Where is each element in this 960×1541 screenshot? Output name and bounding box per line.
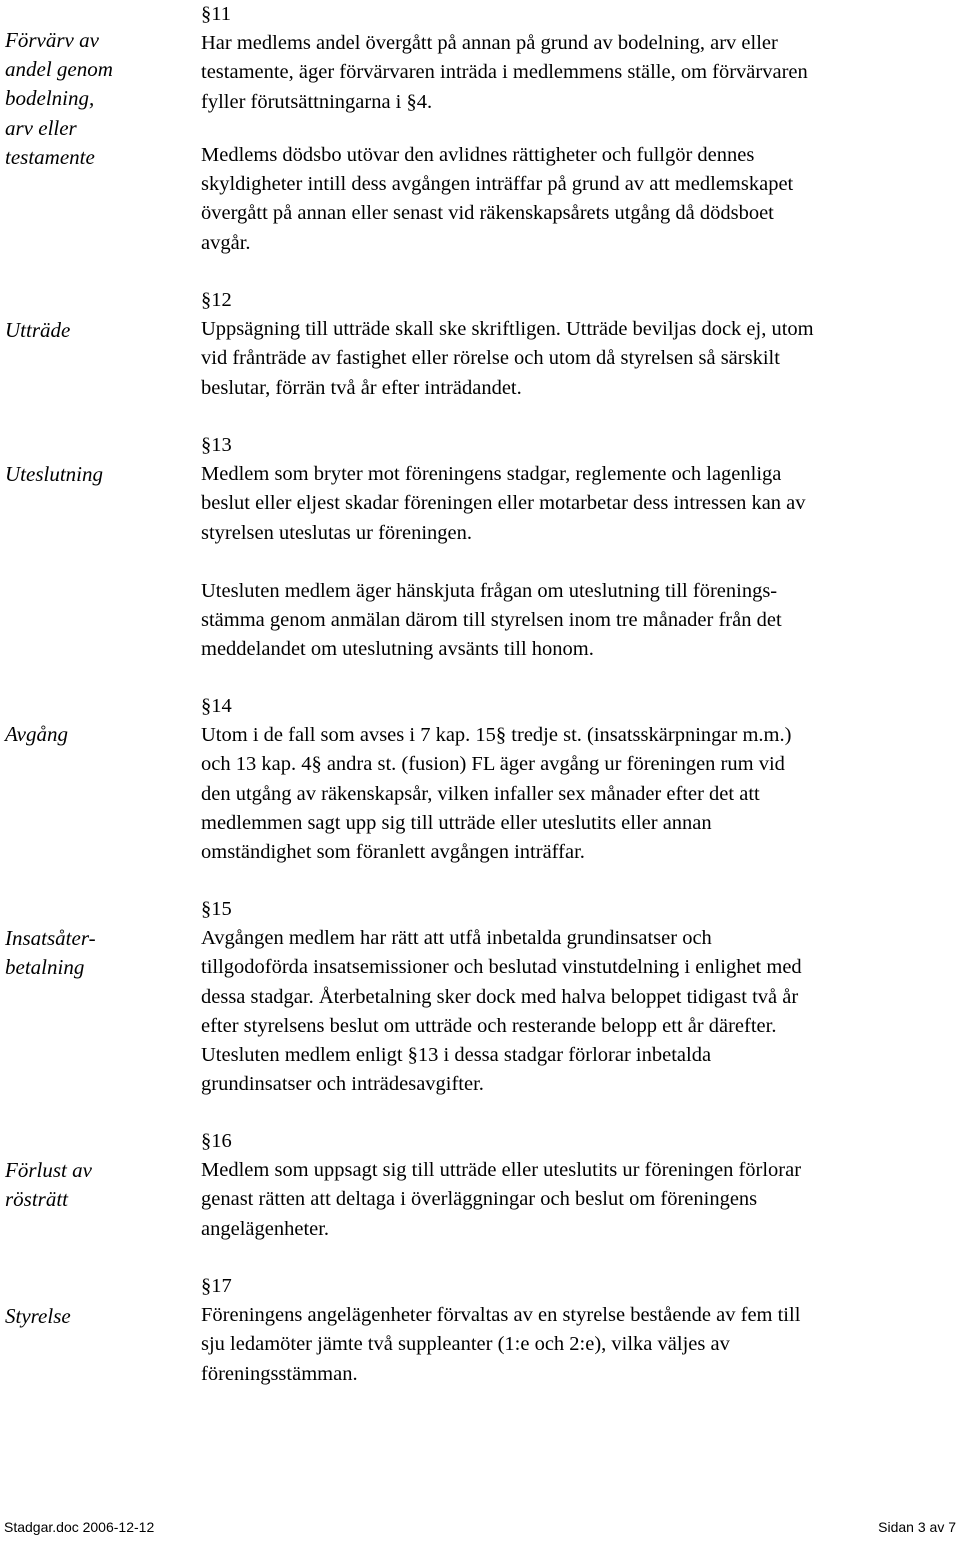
section-heading: §13 — [201, 434, 232, 456]
paragraph-line: Medlem som uppsagt sig till utträde eller uteslutits ur föreningen förlorar — [201, 1159, 802, 1182]
margin-note-line: Insatsåter- — [5, 926, 96, 950]
margin-note-uttrade — [5, 316, 155, 345]
section-11-paragraph-2 — [201, 141, 956, 258]
section-11 — [201, 0, 956, 117]
paragraph-line: skyldigheter intill dess avgången inträffar på grund av att medlemskapet — [201, 173, 794, 196]
paragraph-line: styrelsen uteslutas ur föreningen. — [201, 521, 472, 544]
section-heading: §17 — [201, 1275, 232, 1297]
paragraph-line: meddelandet om uteslutning avsänts till honom. — [201, 638, 594, 661]
section-heading: §15 — [201, 898, 232, 920]
section-heading: §11 — [201, 3, 231, 25]
paragraph-line: Utesluten medlem äger hänskjuta frågan om uteslutning till förenings- — [201, 580, 778, 602]
section-14 — [201, 692, 956, 867]
paragraph-line: omständighet som föranlett avgången inträffar. — [201, 841, 585, 864]
margin-note-line: andel genom — [5, 57, 113, 82]
margin-note-line: Förlust av — [5, 1158, 92, 1182]
paragraph-line: fyller förutsättningarna i §4. — [201, 90, 433, 113]
paragraph-line: övergått på annan eller senast vid räkenskapsårets utgång då dödsboet — [201, 202, 774, 225]
margin-note-forvarv — [5, 26, 155, 172]
paragraph-line: och 13 kap. 4§ andra st. (fusion) FL äger avgång ur föreningen rum vid — [201, 753, 785, 776]
paragraph-line: efter styrelsens beslut om utträde och resterande belopp ett år därefter. — [201, 1014, 777, 1037]
margin-note-line: arv eller — [5, 115, 77, 140]
margin-note-line: rösträtt — [5, 1187, 69, 1212]
paragraph-line: angelägenheter. — [201, 1217, 330, 1240]
paragraph-line: beslut eller eljest skadar föreningen eller motarbetar dess intressen kan av — [201, 492, 806, 515]
margin-note-line: Uteslutning — [5, 462, 103, 486]
paragraph-line: genast rätten att deltaga i överläggningar och beslut om föreningens — [201, 1188, 758, 1211]
paragraph-line: Medlem som bryter mot föreningens stadgar, reglemente och lagenliga — [201, 463, 782, 486]
margin-note-line: Avgång — [5, 722, 68, 746]
paragraph-line: tillgodoförda insatsemissioner och beslutad vinstutdelning i enlighet med — [201, 956, 802, 979]
footer-page-number: Sidan 3 av 7 — [878, 1519, 956, 1535]
margin-note-line: betalning — [5, 955, 85, 980]
section-17 — [201, 1272, 956, 1389]
paragraph-line: Har medlems andel övergått på annan på grund av bodelning, arv eller — [201, 32, 778, 55]
section-13-paragraph-2 — [201, 577, 956, 665]
paragraph-line: föreningsstämman. — [201, 1362, 358, 1385]
paragraph-line: medlemmen sagt upp sig till utträde eller uteslutits eller annan — [201, 811, 712, 834]
margin-note-forlust — [5, 1156, 155, 1214]
margin-note-insats — [5, 924, 155, 982]
paragraph-line: grundinsatser och inträdesavgifter. — [201, 1073, 484, 1096]
paragraph-line: stämma genom anmälan därom till styrelsen inom tre månader från det — [201, 609, 782, 632]
margin-note-line: Förvärv av — [5, 28, 99, 52]
section-heading: §12 — [201, 289, 232, 311]
paragraph-line: vid frånträde av fastighet eller rörelse och utom då styrelsen så särskilt — [201, 347, 780, 370]
margin-note-line: bodelning, — [5, 86, 95, 111]
paragraph-line: Utesluten medlem enligt §13 i dessa stadgar förlorar inbetalda — [201, 1044, 712, 1067]
margin-note-styrelse — [5, 1302, 155, 1331]
section-12 — [201, 286, 956, 403]
section-15 — [201, 895, 956, 1099]
margin-note-line: testamente — [5, 144, 95, 169]
margin-note-line: Styrelse — [5, 1304, 71, 1328]
paragraph-line: Medlems dödsbo utövar den avlidnes rättigheter och fullgör dennes — [201, 144, 755, 166]
paragraph-line: testamente, äger förvärvaren inträda i medlemmens ställe, om förvärvaren — [201, 61, 808, 84]
paragraph-line: Avgången medlem har rätt att utfå inbetalda grundinsatser och — [201, 927, 712, 950]
paragraph-line: Uppsägning till utträde skall ske skriftligen. Utträde beviljas dock ej, utom — [201, 318, 814, 341]
paragraph-line: beslutar, förrän två år efter inträdandet. — [201, 376, 522, 399]
paragraph-line: avgår. — [201, 231, 251, 254]
margin-note-avgang — [5, 720, 155, 749]
margin-note-uteslutning — [5, 460, 155, 489]
paragraph-line: Föreningens angelägenheter förvaltas av en styrelse bestående av fem till — [201, 1304, 801, 1327]
paragraph-line: sju ledamöter jämte två suppleanter (1:e och 2:e), vilka väljes av — [201, 1333, 730, 1356]
paragraph-line: dessa stadgar. Återbetalning sker dock med halva beloppet tidigast två år — [201, 985, 799, 1008]
paragraph-line: den utgång av räkenskapsår, vilken infaller sex månader efter det att — [201, 782, 760, 805]
margin-note-line: Utträde — [5, 318, 71, 342]
section-16 — [201, 1127, 956, 1244]
section-heading: §14 — [201, 695, 232, 717]
paragraph-line: Utom i de fall som avses i 7 kap. 15§ tredje st. (insatsskärpningar m.m.) — [201, 724, 792, 747]
footer-filename-date: Stadgar.doc 2006-12-12 — [4, 1519, 155, 1535]
section-heading: §16 — [201, 1130, 232, 1152]
section-13 — [201, 431, 956, 548]
